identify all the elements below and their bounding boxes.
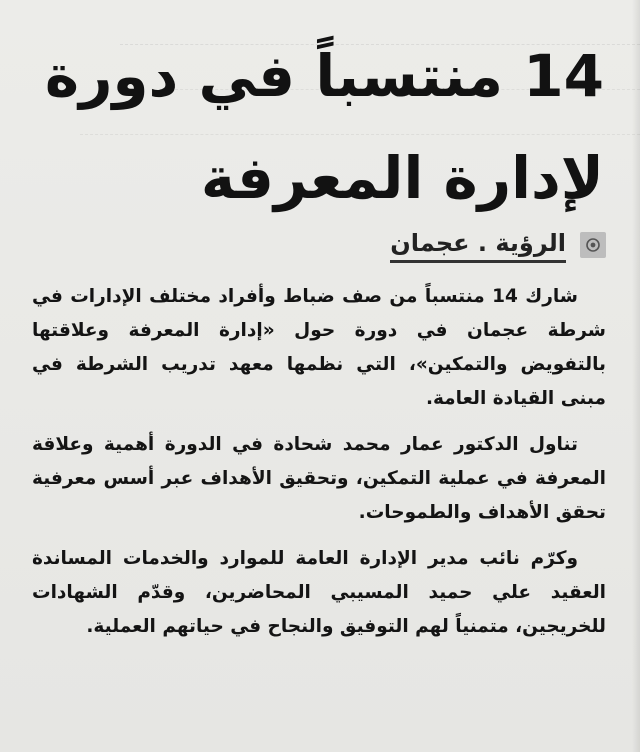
byline bbox=[346, 225, 606, 265]
headline-line-1: 14 منتسباً في دورة bbox=[44, 42, 604, 110]
newspaper-logo-icon bbox=[580, 232, 606, 258]
paragraph-3: وكرّم نائب مدير الإدارة العامة للموارد والخدمات المساندة العقيد علي حميد المسيبي المحاضرين، وقدّم الشهادات للخريجين، متمنياً لهم التوفيق والنجاح في حياتهم العملية. bbox=[32, 548, 606, 637]
page-edge-shadow bbox=[632, 0, 640, 752]
paragraph-2: تناول الدكتور عمار محمد شحادة في الدورة أهمية وعلاقة المعرفة في عملية التمكين، وتحقيق الأهداف عبر أسس معرفية تحقق الأهداف والطموحات. bbox=[32, 434, 606, 523]
paragraph-1: شارك 14 منتسباً من صف ضباط وأفراد مختلف الإدارات في شرطة عجمان في دورة حول «إدارة المعرفة وعلاقتها بالتفويض والتمكين»، التي نظمها معهد تدريب الشرطة في مبنى القيادة العامة. bbox=[32, 286, 606, 409]
article-body bbox=[32, 280, 606, 656]
headline-line-2: لإدارة المعرفة bbox=[200, 144, 604, 212]
byline-source: الرؤية . عجمان bbox=[390, 228, 566, 263]
